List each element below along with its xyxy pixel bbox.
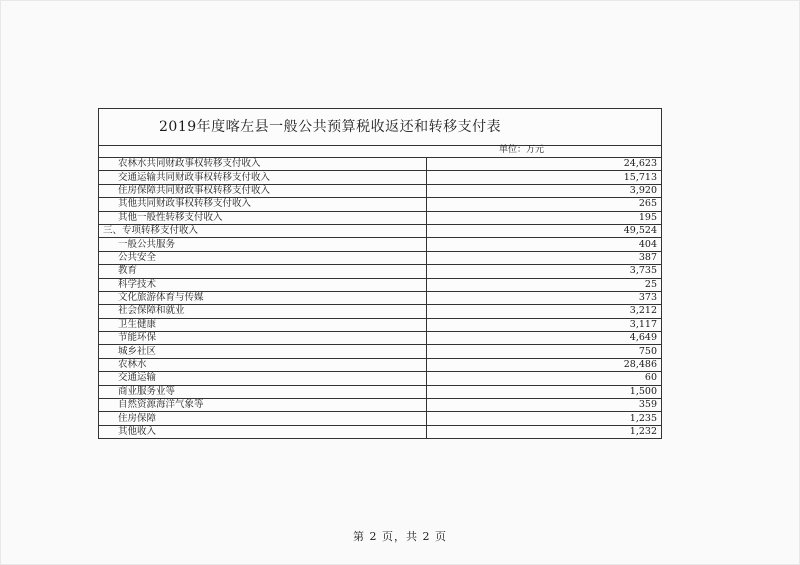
row-label: 科学技术 (99, 278, 427, 291)
row-value: 195 (427, 211, 662, 224)
row-label: 卫生健康 (99, 318, 427, 331)
row-value: 4,649 (427, 332, 662, 345)
row-value: 3,212 (427, 305, 662, 318)
row-label: 其他收入 (99, 425, 427, 438)
row-label: 自然资源海洋气象等 (99, 399, 427, 412)
row-value: 1,235 (427, 412, 662, 425)
table-row (99, 251, 661, 264)
row-label: 三、专项转移支付收入 (99, 224, 427, 237)
row-value: 15,713 (427, 171, 662, 184)
table-row (99, 238, 661, 251)
row-label: 其他共同财政事权转移支付收入 (99, 198, 427, 211)
row-value: 3,920 (427, 184, 662, 197)
row-label: 住房保障共同财政事权转移支付收入 (99, 184, 427, 197)
table-row (99, 291, 661, 304)
row-label: 住房保障 (99, 412, 427, 425)
table-row (99, 198, 661, 211)
table-row (99, 224, 661, 237)
table-row (99, 211, 661, 224)
row-value: 373 (427, 291, 662, 304)
table-row (99, 372, 661, 385)
row-label: 一般公共服务 (99, 238, 427, 251)
row-value: 265 (427, 198, 662, 211)
table-body (99, 158, 661, 439)
row-label: 交通运输 (99, 372, 427, 385)
row-value: 49,524 (427, 224, 662, 237)
row-label: 文化旅游体育与传媒 (99, 291, 427, 304)
table-row (99, 399, 661, 412)
table-row (99, 158, 661, 171)
row-label: 农林水共同财政事权转移支付收入 (99, 158, 427, 171)
table-row (99, 412, 661, 425)
unit-label: 单位：万元 (499, 145, 545, 155)
row-value: 750 (427, 345, 662, 358)
table-row (99, 171, 661, 184)
row-label: 教育 (99, 265, 427, 278)
table-row (99, 278, 661, 291)
row-value: 3,117 (427, 318, 662, 331)
row-value: 1,232 (427, 425, 662, 438)
row-value: 28,486 (427, 358, 662, 371)
table-row (99, 358, 661, 371)
row-value: 25 (427, 278, 662, 291)
row-label: 公共安全 (99, 251, 427, 264)
table-row (99, 345, 661, 358)
table-row (99, 332, 661, 345)
table-row (99, 425, 661, 438)
row-label: 节能环保 (99, 332, 427, 345)
row-value: 404 (427, 238, 662, 251)
page-number: 第 2 页，共 2 页 (353, 530, 447, 543)
table-row (99, 385, 661, 398)
budget-table (99, 158, 661, 439)
table-row (99, 184, 661, 197)
row-value: 24,623 (427, 158, 662, 171)
row-value: 60 (427, 372, 662, 385)
budget-table-document (98, 108, 662, 439)
row-label: 商业服务业等 (99, 385, 427, 398)
row-label: 其他一般性转移支付收入 (99, 211, 427, 224)
row-label: 社会保障和就业 (99, 305, 427, 318)
row-value: 3,735 (427, 265, 662, 278)
row-value: 359 (427, 399, 662, 412)
unit-row (99, 146, 661, 158)
row-label: 交通运输共同财政事权转移支付收入 (99, 171, 427, 184)
row-value: 1,500 (427, 385, 662, 398)
row-value: 387 (427, 251, 662, 264)
table-row (99, 265, 661, 278)
table-row (99, 318, 661, 331)
row-label: 城乡社区 (99, 345, 427, 358)
table-title: 2019年度喀左县一般公共预算税收返还和转移支付表 (99, 109, 661, 146)
row-label: 农林水 (99, 358, 427, 371)
table-row (99, 305, 661, 318)
